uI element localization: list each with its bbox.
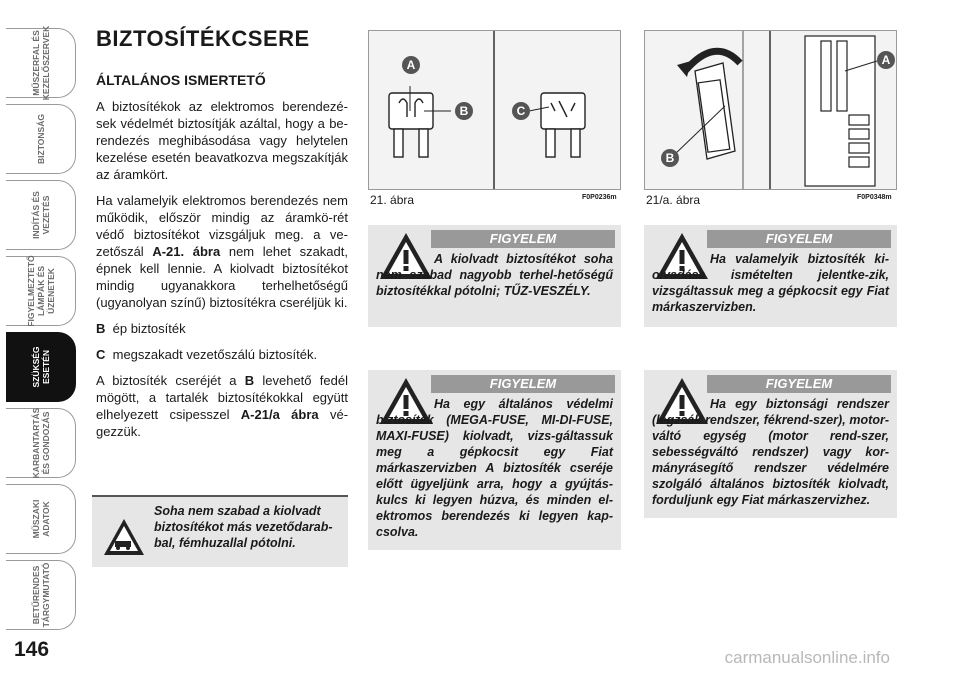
list-item	[96, 320, 348, 337]
figure-code: F0P0348m	[857, 194, 892, 201]
list-item	[96, 346, 348, 363]
fuse-box-illustration	[645, 31, 896, 189]
callout-a: A	[402, 56, 420, 74]
warning-heading: FIGYELEM	[707, 230, 891, 248]
figure-code: F0P0236m	[582, 194, 617, 201]
warning-text: Ha valamelyik biztosíték ki-olvadása ismételten jelentke-zik, vizsgáltassuk meg a gépkocsit egy Fiat márkaszervizben.	[652, 252, 889, 314]
callout-a: A	[877, 51, 895, 69]
tab-biztonsag[interactable]	[6, 104, 76, 174]
item-text: ép biztosíték	[112, 321, 186, 336]
page-number: 146	[14, 638, 50, 661]
warning-heading: FIGYELEM	[431, 230, 615, 248]
warning-box	[368, 370, 621, 550]
tab-label: BIZTONSÁG	[35, 114, 46, 164]
item-text: megszakadt vezetőszálú biztosíték.	[112, 347, 318, 362]
tab-label: KARBANTARTÁS ÉS GONDOZÁS	[30, 407, 51, 479]
body-text	[96, 98, 348, 449]
tab-muszerfal[interactable]	[6, 25, 76, 101]
warning-box	[368, 225, 621, 327]
warning-heading: FIGYELEM	[707, 375, 891, 393]
figure-caption: 21. ábra	[370, 193, 415, 207]
warning-text: A kiolvadt biztosítékot soha nem szabad nagyobb terhel-hetőségű biztosítékkal pótolni; TŰZ-VESZÉLY.	[376, 252, 613, 298]
warning-box	[644, 225, 897, 327]
tab-label: BETŰRENDES TÁRGYMUTATÓ	[30, 562, 51, 628]
tab-label: SZÜKSÉG ESETÉN	[30, 346, 51, 388]
figure-ref: A-21. ábra	[152, 244, 221, 259]
note-text: Soha nem szabad a kiolvadt biztosítékot más vezetődarab-bal, fémhuzallal pótolni.	[154, 504, 333, 550]
tab-label: FIGYELMEZTETŐ LÁMPÁK ÉS ÜZENETEK	[25, 255, 56, 327]
callout-b: B	[661, 149, 679, 167]
text-run: A biztosíték cseréjét a	[96, 373, 245, 388]
callout-c: C	[512, 102, 530, 120]
tab-muszaki-adatok[interactable]	[6, 484, 76, 554]
figure-21a	[644, 30, 897, 190]
page-title: BIZTOSÍTÉKCSERE	[96, 26, 310, 51]
text-run: vé-gezzük.	[96, 407, 349, 439]
item-key: C	[96, 347, 106, 362]
car-warning-icon	[102, 517, 146, 557]
tab-szukseg-eseten[interactable]	[6, 332, 76, 402]
warning-heading: FIGYELEM	[431, 375, 615, 393]
item-key: B	[96, 321, 106, 336]
text-run: Ha valamelyik elektromos berendezés nem működik, először mindig az áramkö-rét védő biztosítékot vizsgáljuk meg. a ve-zetőszál	[96, 193, 348, 259]
tab-label: MŰSZAKI ADATOK	[30, 499, 51, 539]
figure-ref: A-21/a ábra	[240, 407, 319, 422]
divider	[92, 495, 348, 497]
section-subtitle: ÁLTALÁNOS ISMERTETŐ	[96, 72, 266, 88]
tab-targymutato[interactable]	[6, 560, 76, 630]
note-box	[92, 495, 348, 567]
text-run: nem lehet szakadt, épnek kell lennie. A kiolvadt biztosítékot mindig ugyanakkora terhelhetőségű (ugyanolyan színű) biztosítékra cseréljük ki.	[96, 244, 348, 310]
figure-caption: 21/a. ábra	[646, 193, 701, 207]
fuse-illustration	[369, 31, 620, 189]
warning-box	[644, 370, 897, 518]
tab-label: MŰSZERFAL ÉS KEZELŐSZERVEK	[30, 25, 51, 101]
paragraph: A biztosítékok az elektromos berendezé-sek védelmét biztosítják azáltal, hogy a be-rendezés meghibásodása vagy helytelen kezelése esetén beavatkozva megszakítják az áramkört.	[96, 99, 348, 182]
paragraph	[96, 372, 348, 440]
tab-figyelmezteto[interactable]	[6, 256, 76, 326]
watermark: carmanualsonline.info	[724, 648, 890, 667]
paragraph	[96, 192, 348, 311]
figure-21	[368, 30, 621, 190]
tab-karbantartas[interactable]	[6, 408, 76, 478]
tab-label: INDÍTÁS ÉS VEZETÉS	[30, 191, 51, 239]
callout-b: B	[455, 102, 473, 120]
warning-text: Ha egy általános védelmi biztosíték (MEGA-FUSE, MI-DI-FUSE, MAXI-FUSE) kiolvadt, vizs-gáltassuk meg a gépkocsit egy Fiat márkaszervizben A biztosíték cseréje előtt ügyeljünk arra, hogy a gyújtás-kulcs ki legyen húzva, és minden el-ektromos berendezés ki legyen kap-csolva.	[376, 397, 613, 539]
text-run: levehető fedél mögött, a tartalék biztosítékokkal együtt elhelyezett csipesszel	[96, 373, 348, 422]
item-key: B	[244, 373, 255, 388]
tab-inditas[interactable]	[6, 180, 76, 250]
warning-text: Ha egy biztonsági rendszer (légzsák rendszer, fékrend-szer), motor-váltó egység (motor rend-szer, sebességváltó rendszer) vagy kor-mányrásegítő rendszer védelmére szolgáló általános biztosíték kiolvadt, forduljunk egy Fiat márkaszervizhez.	[652, 397, 889, 507]
